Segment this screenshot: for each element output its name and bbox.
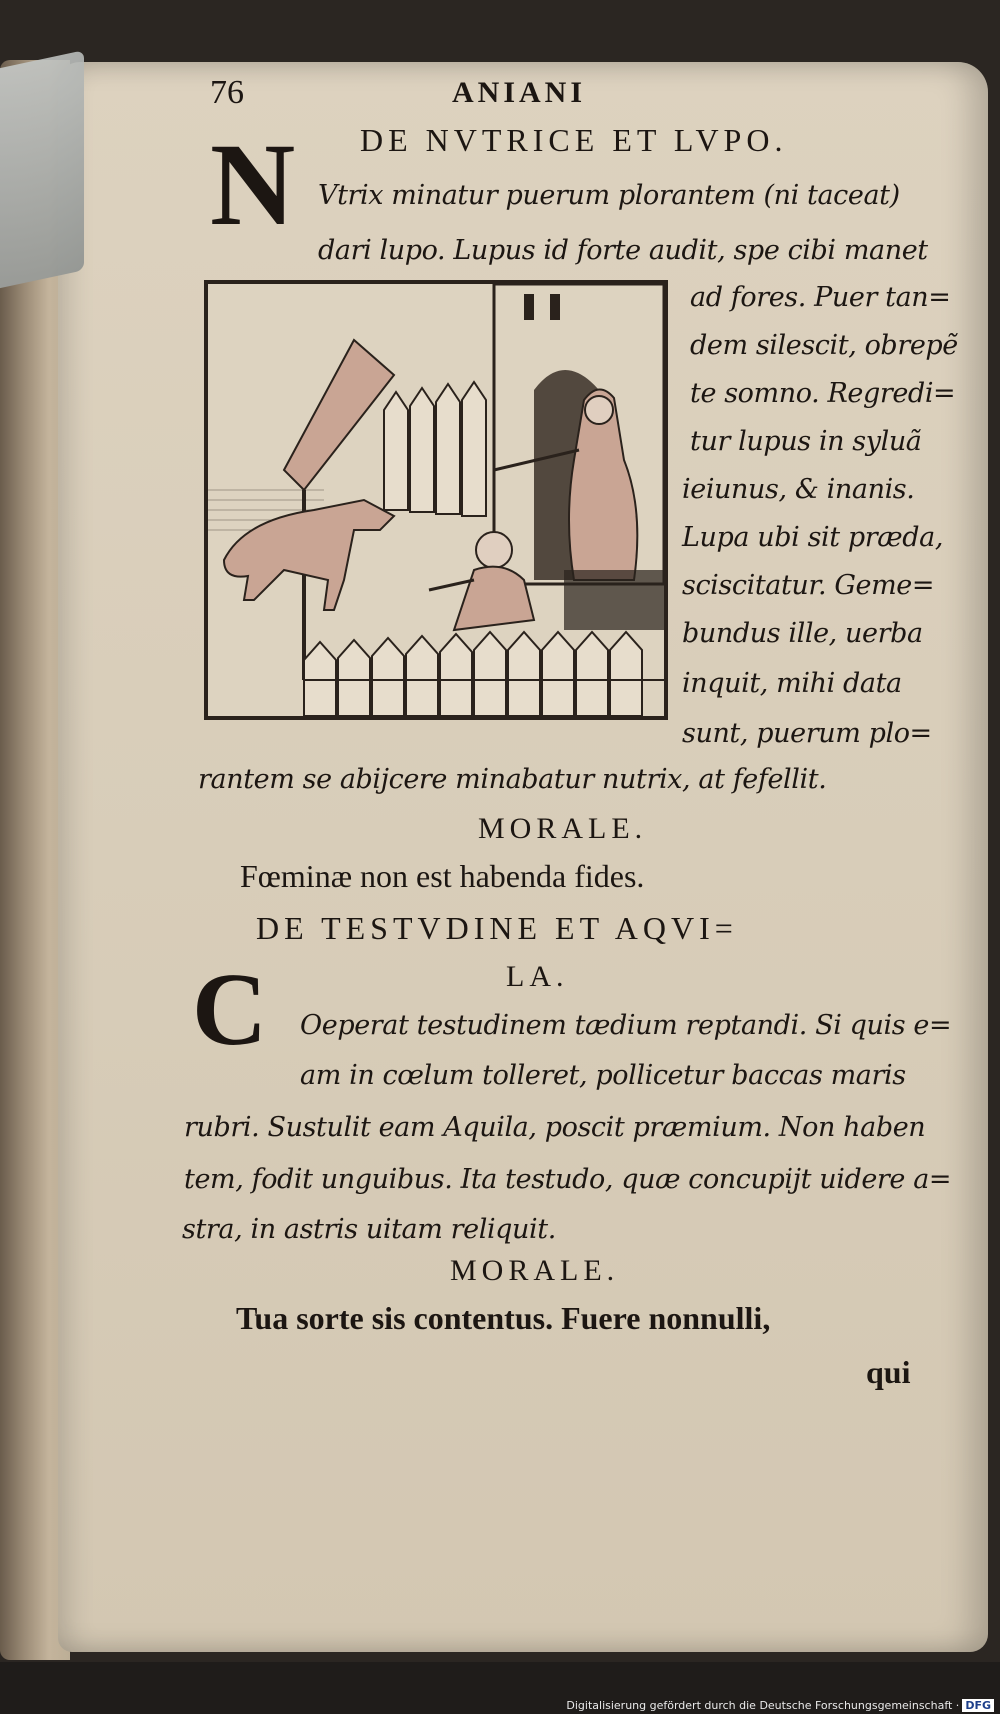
fable1-drop-initial: N [210,119,296,250]
running-head: ANIANI [452,76,587,109]
fable1-title: DE NVTRICE ET LVPO. [360,122,788,158]
catchword: qui [866,1354,911,1390]
scan-bottom-band [0,1662,1000,1714]
woodcut-illustration [204,280,668,720]
fable1-line-3: ad fores. Puer tan= [690,282,951,313]
fable2-drop-initial: C [192,952,268,1067]
fable2-title-line-2: LA. [506,960,569,993]
fable1-line-4: dem silescit, obrepẽ [690,330,958,361]
fable1-line-11: inquit, mihi data [682,668,902,699]
fable1-line-9: sciscitatur. Geme= [682,570,935,601]
fable2-moral: Tua sorte sis contentus. Fuere nonnulli, [236,1300,771,1336]
dfg-logo: DFG [962,1699,994,1712]
fable1-moral: Fœminæ non est habenda fides. [240,858,645,894]
fable2-line-5: stra, in astris uitam reliquit. [182,1214,556,1245]
fable2-line-3: rubri. Sustulit eam Aquila, poscit præmium. Non haben [184,1112,926,1143]
digitization-credit-text: Digitalisierung gefördert durch die Deutsche Forschungsgemeinschaft · [566,1699,960,1712]
fable1-line-12: sunt, puerum plo= [682,718,932,749]
fable2-title-line-1: DE TESTVDINE ET AQVI= [256,910,738,946]
fable1-line-5: te somno. Regredi= [690,378,956,409]
thumb-holding-page [0,50,84,290]
fable1-line-8: Lupa ubi sit præda, [682,522,944,553]
fable2-moral-heading: MORALE. [450,1254,620,1287]
fable1-moral-heading: MORALE. [478,812,648,845]
fable1-line-2: dari lupo. Lupus id forte audit, spe cibi manet [318,235,928,266]
fable1-line-13: rantem se abijcere minabatur nutrix, at fefellit. [198,764,827,795]
fable2-line-1: Oeperat testudinem tædium reptandi. Si quis e= [300,1010,952,1041]
fable1-line-6: tur lupus in syluã [690,426,922,457]
fable1-line-7: ieiunus, & inanis. [682,474,915,505]
fable1-line-10: bundus ille, uerba [682,618,923,649]
fable2-line-2: am in cœlum tolleret, pollicetur baccas maris [300,1060,906,1091]
digitization-credit [566,1699,994,1712]
fable2-line-4: tem, fodit unguibus. Ita testudo, quæ concupijt uidere a= [184,1164,952,1195]
page-number: 76 [210,74,244,111]
fable1-line-1: Vtrix minatur puerum plorantem (ni taceat) [318,180,900,211]
